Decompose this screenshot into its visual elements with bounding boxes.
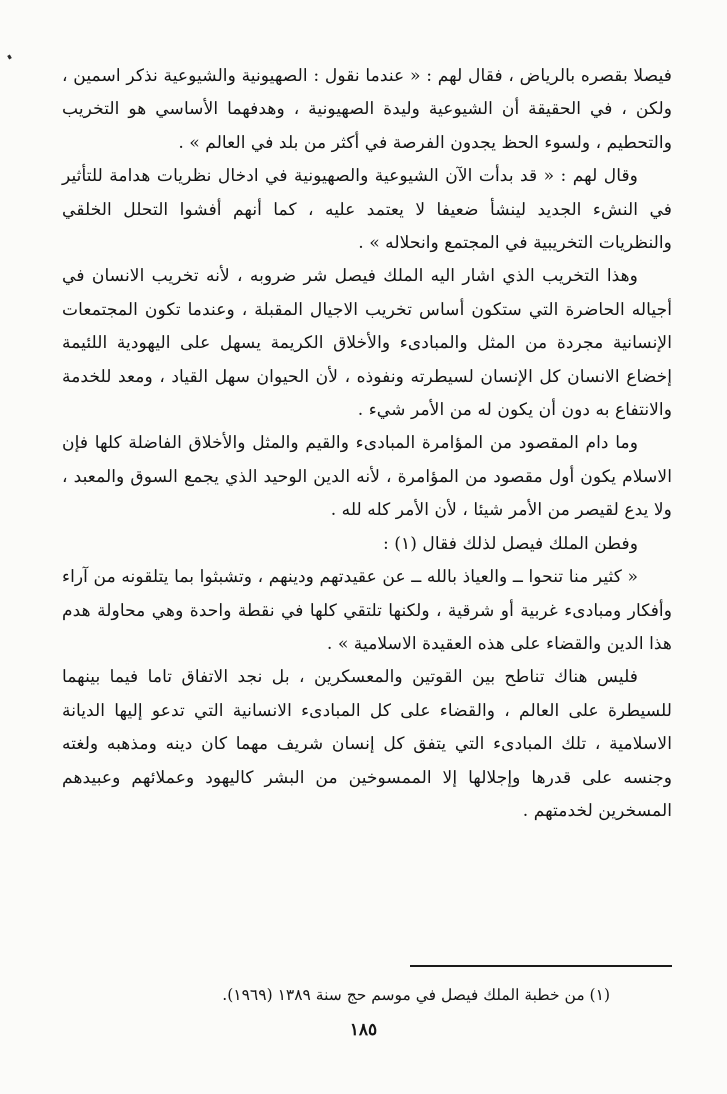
paragraph-2: وقال لهم : « قد بدأت الآن الشيوعية والصهيونية في ادخال نظريات هدامة للتأثير في النشء الجديد لينشأ ضعيفا لا يعتمد عليه ، كما أنهم أفشوا التحلل الخلقي والنظريات التخريبية في المجتمع وانحلاله » . [62,166,672,254]
footnote-divider [410,965,672,967]
page-number: ١٨٥ [349,1020,378,1040]
paragraph-4: وما دام المقصود من المؤامرة المبادىء والقيم والمثل والأخلاق الفاضلة كلها فإن الاسلام يكون أول مقصود من المؤامرة ، لأنه الدين الوحيد الذي يجمع السوق والمعبد ، ولا يدع لقيصر من الأمر شيئا ، لأن الأمر كله لله . [62,433,672,521]
paragraph-6-quote: « كثير منا تنحوا ــ والعياذ بالله ــ عن عقيدتهم ودينهم ، وتشبثوا بما يتلقونه من آراء وأفكار ومبادىء غربية أو شرقية ، ولكنها تلتقي كلها في نقطة واحدة وهي محاولة هدم هذا الدين والقضاء على هذه العقيدة الاسلامية » . [62,567,672,654]
ink-mark [7,55,12,60]
paragraph-5: وفطن الملك فيصل لذلك فقال (١) : [383,533,638,554]
paragraph-3: وهذا التخريب الذي اشار اليه الملك فيصل شر ضروبه ، لأنه تخريب الانسان في أجياله الحاضرة التي ستكون أساس تخريب الاجيال المقبلة ، وعندما تكون المجتمعات الإنسانية مجردة من المثل والمبادىء والأخلاق الكريمة يسهل على اليهودية اللئيمة إخضاع الانسان كل الإنسان لسيطرته ونفوذه ، لأن الحيوان سهل القياد ، ومعد للخدمة والانتفاع به دون أن يكون له من الأمر شيء . [62,266,672,421]
paragraph-7: فليس هناك تناطح بين القوتين والمعسكرين ، بل نجد الاتفاق تاما فيما بينهما للسيطرة على العالم ، والقضاء على كل المبادىء الانسانية التي تدعو إليها الديانة الاسلامية ، تلك المبادىء التي يتفق كل إنسان شريف مهما كان دينه ومذهبه ولغته وجنسه على قدرها وإجلالها إلا الممسوخين من البشر كاليهود وعملائهم وعبيدهم المسخرين لخدمتهم . [62,667,672,821]
body-text [62,60,672,828]
footnote: (١) من خطبة الملك فيصل في موسم حج سنة ١٣٨٩ (١٩٦٩). [222,986,610,1004]
paragraph-1: فيصلا بقصره بالرياض ، فقال لهم : « عندما نقول : الصهيونية والشيوعية نذكر اسمين ، ولكن ، في الحقيقة أن الشيوعية وليدة الصهيونية ، وهدفهما الأساسي هو التخريب والتحطيم ، ولسوء الحظ يجدون الفرصة في أكثر من بلد في العالم » . [62,66,672,153]
